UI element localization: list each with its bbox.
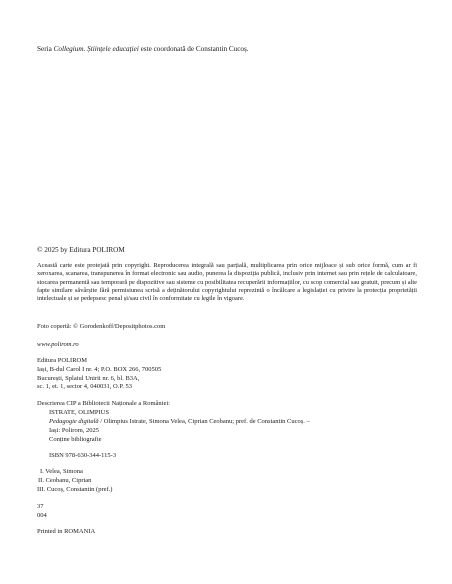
cip-class-number: 004 (37, 512, 47, 519)
printed-in: Printed in ROMANIA (37, 528, 96, 535)
series-name: Collegium. Științele educației (53, 45, 139, 53)
publisher-address-line: sc. 1, et. 1, sector 4, 040031, O.P. 53 (37, 383, 132, 390)
cip-imprint: Iași: Polirom, 2025 (49, 427, 100, 434)
cip-added-entry: II. Ceobanu, Ciprian (38, 477, 92, 484)
cover-photo-credit: Foto copertă: © Gorodenkoff/Depositphotos.com (37, 323, 166, 330)
publisher-name: Editura POLIROM (37, 357, 88, 364)
cip-title: Pedagogie digitală / Olimpius Istrate, Simona Velea, Ciprian Ceobanu; pref. de Constantin Cucoș. – (49, 418, 310, 425)
cip-isbn: ISBN 978-630-344-115-3 (49, 452, 117, 459)
publisher-address-line: Iași, B-dul Carol I nr. 4; P.O. BOX 266, 700505 (37, 366, 162, 373)
cip-class-number: 37 (37, 503, 44, 510)
cip-note: Conține bibliografie (49, 436, 102, 443)
rights-paragraph: Această carte este protejată prin copyright. Reproducerea integrală sau parțială, multiplicarea prin orice mijloace și sub orice formă, cum ar fi xeroxarea, scanarea, transpunerea în format electronic sau audio, punerea la dispoziția publică, inclusiv prin internet sau prin rețele de calculatoare, stocarea permanentă sau temporară pe dispozitive sau sisteme cu posibilitatea recuperării informațiilor, cu scop comercial sau gratuit, precum și alte fapte similare săvârșite fără permisiunea scrisă a deținătorului copyrightului reprezintă o încălcare a legislației cu privire la protecția proprietății intelectuale și se pedepsesc penal și/sau civil în conformitate cu legile în vigoare. (37, 262, 417, 303)
website-link[interactable]: www.polirom.ro (37, 341, 79, 348)
series-note: Seria Collegium. Științele educației este coordonată de Constantin Cucoș. (37, 45, 249, 53)
cip-added-entry: I. Velea, Simona (40, 468, 83, 475)
cip-heading: Descrierea CIP a Bibliotecii Naționale a României: (37, 400, 170, 407)
cip-main-entry: ISTRATE, OLIMPIUS (49, 409, 109, 416)
copyright-line: © 2025 by Editura POLIROM (37, 246, 125, 254)
publisher-address-line: București, Splaiul Unirii nr. 6, bl. B3A, (37, 374, 140, 382)
cip-added-entry: III. Cucoș, Constantin (pref.) (37, 486, 113, 493)
